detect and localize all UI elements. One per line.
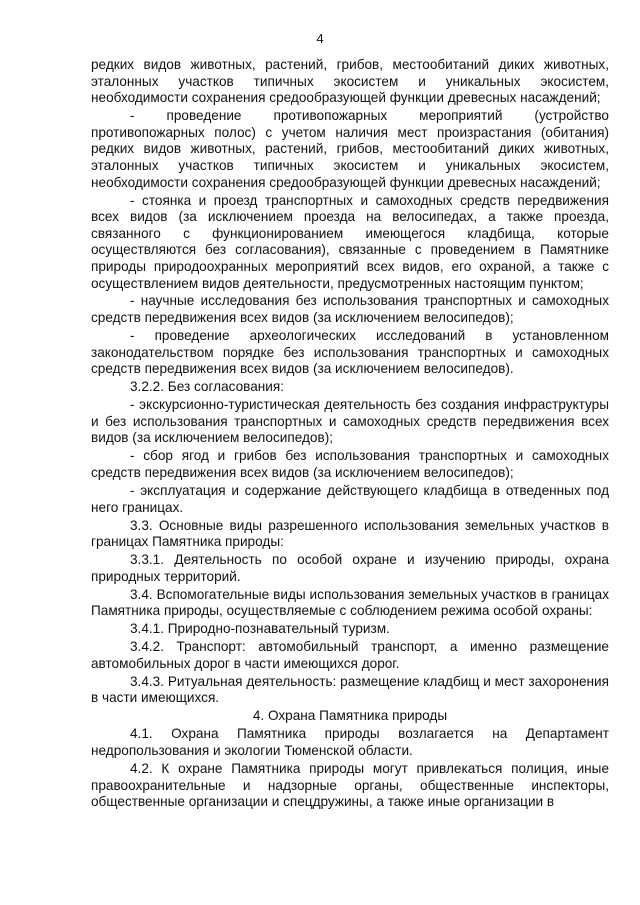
paragraph-continuation: редких видов животных, растений, грибов, местообитаний диких животных, эталонных участков типичных экосистем и уникальных экосистем, необходимости сохранения средообразующей функции древесных насаждений; — [91, 57, 609, 106]
clause-3-2-2: 3.2.2. Без согласования: — [130, 379, 285, 395]
clause-4-2: 4.2. К охране Памятника природы могут привлекаться полиция, иные правоохранительные и надзорные органы, общественные инспекторы, общественные организации и спецдружины, а также иные организации в — [91, 760, 609, 810]
clause-3-3: 3.3. Основные виды разрешенного использования земельных участков в границах Памятника природы: — [91, 517, 609, 550]
page-number: 4 — [316, 31, 324, 46]
clause-3-4-1: 3.4.1. Природно-познавательный туризм. — [130, 621, 390, 637]
clause-3-4-2: 3.4.2. Транспорт: автомобильный транспорт, а именно размещение автомобильных дорог в части имеющихся дорог. — [91, 639, 609, 671]
clause-3-4-3: 3.4.3. Ритуальная деятельность: размещение кладбищ и мест захоронения в части имеющихся. — [91, 673, 609, 706]
document-body — [91, 57, 609, 812]
section-heading: 4. Охрана Памятника природы — [252, 708, 448, 724]
clause-4-1: 4.1. Охрана Памятника природы возлагается на Департамент недропользования и экологии Тюменской области. — [91, 726, 609, 758]
list-item-berry-mushroom-picking: - сбор ягод и грибов без использования транспортных и самоходных средств передвижения всех видов (за исключением велосипедов); — [91, 448, 609, 480]
list-item-cemetery-maintenance: - эксплуатация и содержание действующего кладбища в отведенных под него границах. — [91, 482, 609, 515]
list-item-vehicle-parking: - стоянка и проезд транспортных и самоходных средств передвижения всех видов (за исключением проезда на велосипедах, а также проезда, связанного с функционированием имеющегося кладбища, которые осуществляются без согласования), связанные с проведением в Памятнике природы природоохранных мероприятий всех видов, его охраной, а также с осуществлением видов деятельности, предусмотренных настоящим пунктом; — [91, 192, 609, 291]
list-item-fire-prevention: - проведение противопожарных мероприятий (устройство противопожарных полос) с учетом наличия мест произрастания (обитания) редких видов животных, растений, грибов, местообитаний диких животных, эталонных участков типичных экосистем и уникальных экосистем, необходимости сохранения средообразующей функции древесных насаждений; — [91, 108, 609, 190]
clause-3-4: 3.4. Вспомогательные виды использования земельных участков в границах Памятника природы, осуществляемые с соблюдением режима особой охраны: — [91, 586, 609, 619]
clause-3-3-1: 3.3.1. Деятельность по особой охране и изучению природы, охрана природных территорий. — [91, 552, 609, 584]
list-item-excursion-tourism: - экскурсионно-туристическая деятельность без создания инфраструктуры и без использования транспортных и самоходных средств передвижения всех видов (за исключением велосипедов); — [91, 397, 609, 446]
list-item-archaeological-research: - проведение археологических исследований в установленном законодательством порядке без использования транспортных и самоходных средств передвижения всех видов (за исключением велосипедов). — [91, 328, 609, 377]
list-item-scientific-research: - научные исследования без использования транспортных и самоходных средств передвижения всех видов (за исключением велосипедов); — [91, 293, 609, 326]
